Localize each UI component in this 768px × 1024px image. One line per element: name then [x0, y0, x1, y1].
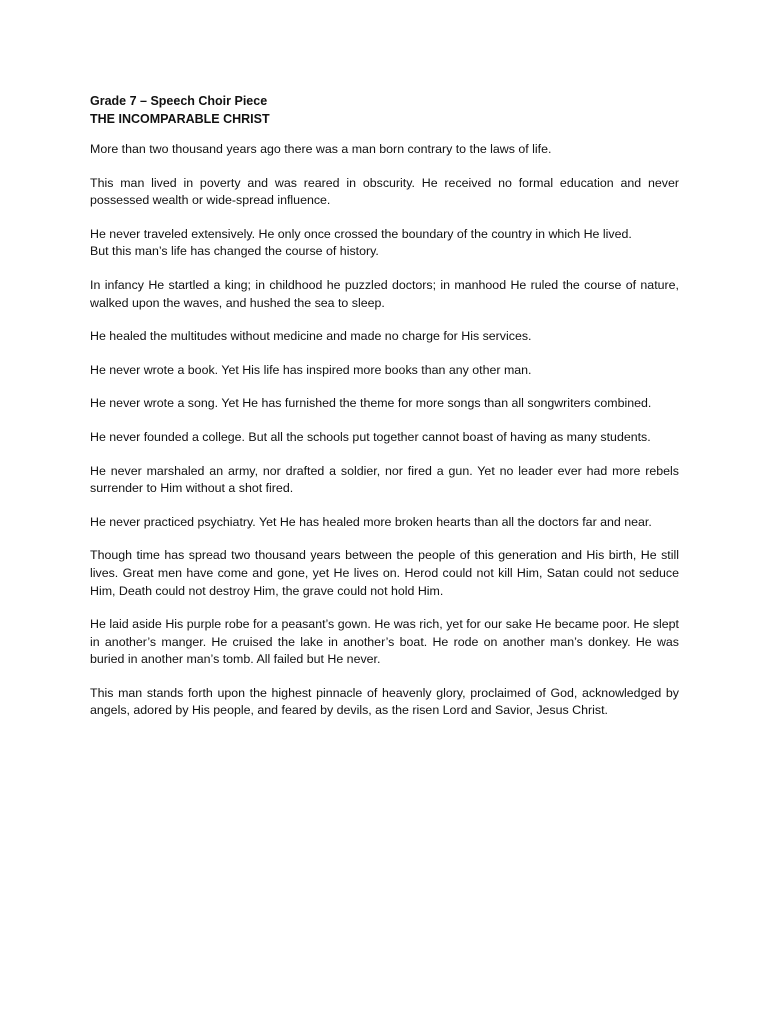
paragraph-line: He never wrote a book. Yet His life has inspired more books than any other man.: [90, 362, 532, 377]
paragraph-line: He never traveled extensively. He only once crossed the boundary of the country in which He lived.: [90, 226, 632, 241]
paragraph: [90, 175, 679, 210]
paragraph: [90, 463, 679, 498]
paragraph: [90, 362, 679, 380]
paragraph-line: He never wrote a song. Yet He has furnished the theme for more songs than all songwriters combined.: [90, 396, 652, 411]
paragraph-line: Though time has spread two thousand years between the people of this generation and His birth, He still lives. Great men have come and gone, yet He lives on. Herod could not kill Him, Satan could not seduce Him, Death could not destroy Him, the grave could not hold Him.: [90, 548, 679, 598]
paragraph-line: He never marshaled an army, nor drafted a soldier, nor fired a gun. Yet no leader ever had more rebels surrender to Him without a shot fired.: [90, 463, 679, 496]
grade-line: Grade 7 – Speech Choir Piece: [90, 94, 268, 108]
document-page: [90, 92, 679, 736]
paragraph: [90, 328, 679, 346]
document-title: THE INCOMPARABLE CHRIST: [90, 112, 270, 126]
paragraph-line: This man lived in poverty and was reared in obscurity. He received no formal education and never possessed wealth or wide-spread influence.: [90, 175, 679, 208]
paragraph: [90, 547, 679, 600]
paragraph-line: In infancy He startled a king; in childhood he puzzled doctors; in manhood He ruled the course of nature, walked upon the waves, and hushed the sea to sleep.: [90, 277, 679, 310]
paragraph: [90, 685, 679, 720]
paragraph-line: But this man’s life has changed the course of history.: [90, 244, 379, 259]
paragraph: [90, 395, 679, 413]
paragraph-line: More than two thousand years ago there was a man born contrary to the laws of life.: [90, 142, 552, 156]
paragraph: [90, 141, 679, 159]
paragraph: [90, 226, 679, 261]
paragraph-line: He healed the multitudes without medicine and made no charge for His services.: [90, 329, 532, 344]
paragraph-line: He never founded a college. But all the schools put together cannot boast of having as many students.: [90, 429, 651, 444]
paragraph-line: He never practiced psychiatry. Yet He has healed more broken hearts than all the doctors far and near.: [90, 514, 652, 529]
paragraph: [90, 429, 679, 447]
paragraph: [90, 277, 679, 312]
paragraph-line: He laid aside His purple robe for a peasant’s gown. He was rich, yet for our sake He became poor. He slept in another’s manger. He cruised the lake in another’s boat. He rode on another man’s donkey. He was buried in another man’s tomb. All failed but He never.: [90, 617, 679, 667]
document-heading: [90, 92, 679, 128]
paragraph: [90, 514, 679, 532]
paragraph: [90, 616, 679, 669]
document-body: [90, 141, 679, 720]
paragraph-line: This man stands forth upon the highest pinnacle of heavenly glory, proclaimed of God, acknowledged by angels, adored by His people, and feared by devils, as the risen Lord and Savior, Jesus Christ.: [90, 685, 679, 718]
